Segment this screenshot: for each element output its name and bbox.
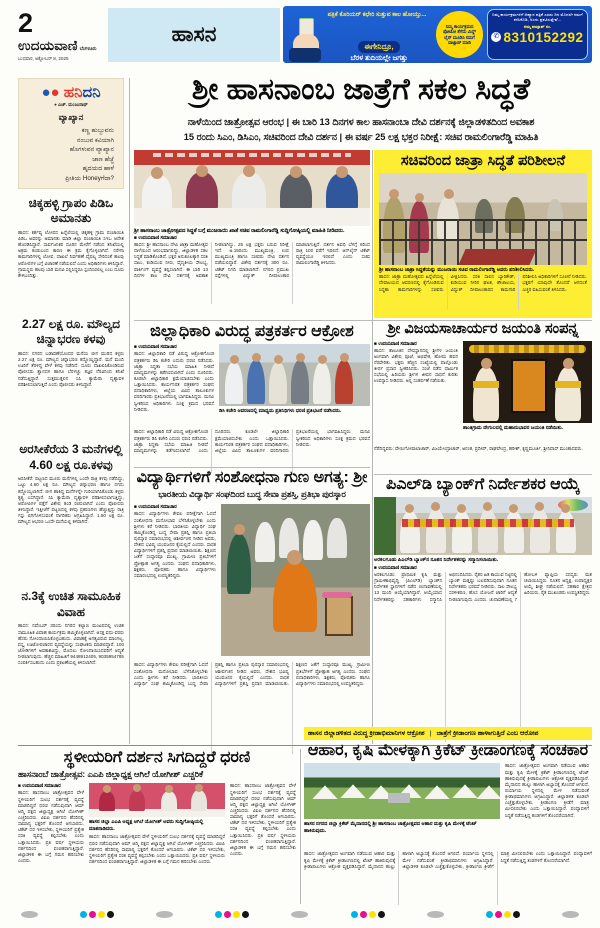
photo-figure <box>290 166 302 178</box>
edition-label: ಬೆಂಗಳೂರು <box>79 46 97 51</box>
photo-figure <box>291 360 309 404</box>
mela-kicker-1: ಹಾಸನ ಜಿಲ್ಲಾಡಳಿತದ ವಿರುದ್ಧ ಕ್ರೀಡಾಭಿಮಾನಿಗಳ ಆಕ್ರೋಶ <box>308 729 425 737</box>
aap-body-left: ಹಾಸನ: ಹಾಸನಾಂಬ ಜಾತ್ರೋತ್ಸವದ ವೇಳೆ ಸ್ಥಳೀಯರಿಗೆ ಸುಲಭ ದರ್ಶನಕ್ಕೆ ವ್ಯವಸ್ಥೆ ಮಾಡದಿದ್ದರೆ ಧರಣಿ ನಡೆಸುವುದಾಗಿ ಆಮ್ ಆದ್ಮಿ ಪಕ್ಷದ ಜಿಲ್ಲಾಧ್ಯಕ್ಷ ಆಗಿಲೆ ಯೋಗೀಶ್ ಎಚ್ಚರಿಸಿದರು. ವಿಐಪಿ ದರ್ಶನದ ಹೆಸರಿನಲ್ಲಿ ಸಾಮಾನ್ಯ ಭಕ್ತರಿಗೆ ತೊಂದರೆ ಆಗಬಾರದು. ಟಿಕೆಟ್ ದರ ಇಳಿಸಬೇಕು, ಸ್ಥಳೀಯರಿಗೆ ಪ್ರತ್ಯೇಕ ಸರತಿ ವ್ಯವಸ್ಥೆ ಕಲ್ಪಿಸಬೇಕು ಎಂದು ಒತ್ತಾಯಿಸಿದರು. ಪ್ರತಿ ವರ್ಷ ಸ್ಥಳೀಯರು ದರ್ಶನದಿಂದ ವಂಚಿತರಾಗುತ್ತಿದ್ದಾರೆ. ಜಿಲ್ಲಾಡಳಿತ ಈ ಬಗ್ಗೆ ಗಮನ ಹರಿಸಬೇಕು ಎಂದರು. <box>18 790 84 863</box>
news-lead: ■ ಉದಯವಾಣಿ ಸಮಾಚಾರ <box>134 345 177 351</box>
ad-line1: ಪತ್ರಿಕೆ ಕೊರಿಯರ್ ಕಛೇರಿ ಸುತ್ತುವ ಕಾಲ ಹೋಯ್ತು... <box>327 12 427 18</box>
droplet-icon: ● <box>41 84 51 101</box>
registration-mark <box>427 911 444 918</box>
award-ceremony-photo <box>221 504 370 656</box>
mela-headline: ಆಹಾರ, ಕೃಷಿ ಮೇಳಕ್ಕಾಗಿ ಕ್ರಿಕೆಟ್ ಕ್ರೀಡಾಂಗಣಕ್ಕೆ ಸಂಚಕಾರ <box>307 742 589 759</box>
photo-shape <box>134 208 370 226</box>
photo-figure <box>243 165 255 177</box>
inspection-photo <box>379 173 587 265</box>
news-lead: ■ ಉದಯವಾಣಿ ಸಮಾಚಾರ <box>374 341 417 347</box>
photo-figure <box>99 791 115 811</box>
photo-figure <box>415 193 424 202</box>
dc-body-bottom: ಹಾಸನ: ಜಿಲ್ಲಾಧಿಕಾರಿ ನಡೆ ವಿರುದ್ಧ ಆಕ್ರೋಶಗೊಂಡ ಪತ್ರಕರ್ತರು ಡಿಸಿ ಕಚೇರಿ ಎದುರು ಧರಣಿ ನಡೆಸಿದರು. ಜಾತ್ರಾ ಸಿದ್ಧತಾ ಸಭೆಯ ಮಾಹಿತಿ ನೀಡದೆ ಮಾಧ್ಯಮಗಳನ್ನು ಕಡೆಗಣಿಸಲಾಗಿದೆ ಎಂದು ದೂರಿದರು. ಕೂಡಲೇ ಜಿಲ್ಲಾಧಿಕಾರಿ ಕ್ಷಮೆಯಾಚಿಸಬೇಕು ಎಂದು ಒತ್ತಾಯಿಸಿದರು. ಕಾರ್ಯನಿರತ ಪತ್ರಕರ್ತರ ಸಂಘದ ಪದಾಧಿಕಾರಿಗಳು, ಜಿಲ್ಲೆಯ ವಿವಿಧ ತಾಲೂಕುಗಳ ವರದಿಗಾರರು ಪ್ರತಿಭಟನೆಯಲ್ಲಿ ಭಾಗವಹಿಸಿದ್ದರು. ಮನವಿ ಸ್ವೀಕರಿಸಿದ ಅಧಿಕಾರಿಗಳು ಸೂಕ್ತ ಕ್ರಮದ ಭರವಸೆ ನೀಡಿದರು. <box>134 429 370 453</box>
registration-mark <box>156 911 173 918</box>
article-dc-protest <box>134 323 370 466</box>
print-registration-row <box>0 908 600 921</box>
ad-circle-note: ನಿಮ್ಮ ಕಾರ್ಯಕ್ರಮದ ಫೋಟೋ ತೆಗೆದು ಮಿಸ್ಡ್ ಲೈನ್ ಮೂಡಿಸಿ ನಮಗೆ ವಾಟ್ಸಾಪ್ ಮಾಡಿ <box>436 11 483 58</box>
paper-name: ಉದಯವಾಣಿ <box>18 38 78 53</box>
photo-figure <box>444 189 454 199</box>
jayanti-body-left: ಹಾಸನ: ತಾಲೂಕಿನ ದೇವಸ್ಥಾನದಲ್ಲಿ ಶ್ರೀಗಳ ಜಯಂತಿ ಅಂಗವಾಗಿ ವಿಶೇಷ ಪೂಜೆ, ಅಭಿಷೇಕ, ಹೋಮ ಹವನ ನೆರವೇರಿತು. ಭಕ್ತರು ಹೆಚ್ಚಿನ ಸಂಖ್ಯೆಯಲ್ಲಿ ಪಾಲ್ಗೊಂಡು ತೀರ್ಥ ಪ್ರಸಾದ ಸ್ವೀಕರಿಸಿದರು. ಸಂಜೆ ನಡೆದ ಧಾರ್ಮಿಕ ಸಭೆಯಲ್ಲಿ ಹಿರಿಯರು ಶ್ರೀಗಳ ಜೀವನ ಸಾಧನೆ ಕುರಿತು ಉಪನ್ಯಾಸ ನೀಡಿದರು. ಅನ್ನ ಸಂತರ್ಪಣೆ ನಡೆಯಿತು. <box>374 347 458 384</box>
photo-shape <box>322 592 352 598</box>
photo-figure <box>478 509 498 553</box>
pld-headline: ಪಿಎಲ್‌ಡಿ ಬ್ಯಾಂಕ್‌ಗೆ ನಿರ್ದೇಶಕರ ಆಯ್ಕೆ <box>385 476 581 493</box>
news-lead: ■ ಉದಯವಾಣಿ ಸಮಾಚಾರ <box>134 505 177 511</box>
garlanded-portrait <box>325 596 353 636</box>
dc-headline: ಜಿಲ್ಲಾಧಿಕಾರಿ ವಿರುದ್ಧ ಪತ್ರಕರ್ತರ ಆಕ್ರೋಶ <box>150 323 354 340</box>
photo-figure <box>400 511 420 553</box>
main-subheadline <box>130 115 592 145</box>
photo-figure <box>327 518 347 558</box>
article-pld <box>374 476 592 744</box>
photo-figure <box>303 520 323 560</box>
mela-body-right: ಹಾಸನ: ಜಾತ್ರೋತ್ಸವದ ಅಂಗವಾಗಿ ನಡೆಯುವ ಆಹಾರ ಮತ್ತು ಕೃಷಿ ಮೇಳಕ್ಕೆ ಕ್ರಿಕೆಟ್ ಕ್ರೀಡಾಂಗಣದಲ್ಲಿ ಟೆಂಟ್ ಹಾಕಿರುವುದಕ್ಕೆ ಕ್ರೀಡಾಪಟುಗಳು ಆಕ್ರೋಶ ವ್ಯಕ್ತಪಡಿಸಿದ್ದಾರೆ. ಮೈದಾನದ ಹುಲ್ಲು ಹಾಳಾಗಿ ಅಭ್ಯಾಸಕ್ಕೆ ತೊಂದರೆ ಆಗಲಿದೆ. ಪರ್ಯಾಯ ಸ್ಥಳದಲ್ಲಿ ಮೇಳ ನಡೆಸುವಂತೆ ಕ್ರೀಡಾಭಿಮಾನಿಗಳು ಆಗ್ರಹಿಸಿದ್ದಾರೆ. ಜಿಲ್ಲಾಡಳಿತ ಕೂಡಲೇ ಎಚ್ಚೆತ್ತುಕೊಳ್ಳಬೇಕು, ಕ್ರೀಡಾಂಗಣ ಕ್ರೀಡೆಗೆ ಮಾತ್ರ ಮೀಸಲಿರಬೇಕು ಎಂದು ಒತ್ತಾಯಿಸಿದ್ದಾರೆ. ಪಂದ್ಯಾವಳಿಗೆ ಸಿದ್ಧತೆ ನಡೆಸುತ್ತಿದ್ದ ತಂಡಗಳಿಗೆ ತೊಂದರೆಯಾಗಿದೆ. <box>505 763 589 818</box>
main-body: ಹಾಸನ: ಶ್ರೀ ಹಾಸನಾಂಬ ದೇವಿ ಜಾತ್ರಾ ಮಹೋತ್ಸವ ನಾಳೆಯಿಂದ ಆರಂಭವಾಗಲಿದ್ದು, ಜಿಲ್ಲಾಡಳಿತ ಸಕಲ ಸಿದ್ಧತೆ ಮಾಡಿಕೊಂಡಿದೆ. ಭಕ್ತರ ಅನುಕೂಲಕ್ಕಾಗಿ ಸರತಿ ಸಾಲು, ಕುಡಿಯುವ ನೀರು, ವೈದ್ಯಕೀಯ ಸೌಲಭ್ಯ, ಪಾರ್ಕಿಂಗ್ ವ್ಯವಸ್ಥೆ ಕಲ್ಪಿಸಲಾಗಿದೆ. ಈ ಬಾರಿ 13 ದಿನಗಳ ಕಾಲ ದೇವಿ ದರ್ಶನಕ್ಕೆ ಅವಕಾಶ ನೀಡಲಾಗಿದ್ದು, 25 ಲಕ್ಷ ಭಕ್ತರು ಬರುವ ನಿರೀಕ್ಷೆ ಇದೆ. ಅ.15ರಂದು ಮುಖ್ಯಮಂತ್ರಿ, ಉಪ ಮುಖ್ಯಮಂತ್ರಿ ಹಾಗೂ ಸಚಿವರು ದೇವಿ ದರ್ಶನ ಪಡೆಯಲಿದ್ದಾರೆ. ವಿಶೇಷ ದರ್ಶನಕ್ಕೆ 300 ರೂ. ಟಿಕೆಟ್ ನಿಗದಿ ಮಾಡಲಾಗಿದೆ. ನಗರದ ಪ್ರಮುಖ ರಸ್ತೆಗಳಲ್ಲಿ ವಿದ್ಯುತ್ ದೀಪಾಲಂಕಾರ ಮಾಡಲಾಗುತ್ತಿದೆ. ದರ್ಶನ ಅವಧಿ ಬೆಳಗ್ಗೆ 6ರಿಂದ ರಾತ್ರಿ 10ರ ವರೆಗೆ ಇರಲಿದೆ. ಆನ್‌ಲೈನ್ ಟಿಕೆಟ್ ವ್ಯವಸ್ಥೆಯೂ ಇರಲಿದೆ ಎಂದು ಸಚಿವ ರಾಮಲಿಂಗಾರೆಡ್ಡಿ ತಿಳಿಸಿದರು. <box>134 242 370 278</box>
mela-kicker-2: ಜಾತ್ರೆಗೆ ಕ್ರೀಡಾಂಗಣ ಹಾಳಾಗುತ್ತಿದೆ ಎಂಬ ಆರೋಪ <box>436 729 539 737</box>
cmyk-color-bar <box>351 911 385 918</box>
photo-figure <box>186 172 218 210</box>
cmyk-color-bar <box>486 911 520 918</box>
main-sub-line1: ನಾಳೆಯಿಂದ ಜಾತ್ರೋತ್ಸವ ಆರಂಭ | ಈ ಬಾರಿ 13 ದಿನಗಳ ಕಾಲ ಹಾಸನಾಂಬಾ ದೇವಿ ದರ್ಶನಕ್ಕೆ ಜಿಲ್ಲಾಡಳಿತದಿಂದ ಅವಕಾಶ <box>187 117 535 127</box>
photo-figure <box>313 362 331 404</box>
main-photo-caption: ಶ್ರೀ ಹಾಸನಾಂಬ ಜಾತ್ರೋತ್ಸವದ ಸಿದ್ಧತೆ ಬಗ್ಗೆ ಮುಜರಾಯಿ ಖಾತೆ ಸಚಿವ ರಾಮಲಿಂಗಾರೆಡ್ಡಿ ಸುದ್ದಿಗೋಷ್ಠಿಯಲ್ಲಿ ಮಾಹಿತಿ ನೀಡಿದರು. <box>134 228 345 234</box>
photo-figure <box>142 174 172 210</box>
dc-body-left: ಹಾಸನ: ಜಿಲ್ಲಾಧಿಕಾರಿ ನಡೆ ವಿರುದ್ಧ ಆಕ್ರೋಶಗೊಂಡ ಪತ್ರಕರ್ತರು ಡಿಸಿ ಕಚೇರಿ ಎದುರು ಧರಣಿ ನಡೆಸಿದರು. ಜಾತ್ರಾ ಸಿದ್ಧತಾ ಸಭೆಯ ಮಾಹಿತಿ ನೀಡದೆ ಮಾಧ್ಯಮಗಳನ್ನು ಕಡೆಗಣಿಸಲಾಗಿದೆ ಎಂದು ದೂರಿದರು. ಕೂಡಲೇ ಜಿಲ್ಲಾಧಿಕಾರಿ ಕ್ಷಮೆಯಾಚಿಸಬೇಕು ಎಂದು ಒತ್ತಾಯಿಸಿದರು. ಕಾರ್ಯನಿರತ ಪತ್ರಕರ್ತರ ಸಂಘದ ಪದಾಧಿಕಾರಿಗಳು, ಜಿಲ್ಲೆಯ ವಿವಿಧ ತಾಲೂಕುಗಳ ವರದಿಗಾರರು ಪ್ರತಿಭಟನೆಯಲ್ಲಿ ಭಾಗವಹಿಸಿದ್ದರು. ಮನವಿ ಸ್ವೀಕರಿಸಿದ ಅಧಿಕಾರಿಗಳು ಸೂಕ್ತ ಕ್ರಮದ ಭರವಸೆ ನೀಡಿದರು. <box>134 351 214 412</box>
rail-headline-pdo: ಚಿಕ್ಕಹಳ್ಳಿ ಗ್ರಾಪಂ ಪಿಡಿಒ ಅಮಾನತು <box>28 195 114 226</box>
dateline: ಬುಧವಾರ, ಅಕ್ಟೋಬರ್ 8, 2025 <box>18 56 69 61</box>
deity-portrait <box>511 359 547 413</box>
photo-figure <box>280 173 312 210</box>
press-conference-photo <box>134 150 370 226</box>
ad-slogan-2: ಬೆರಳ ತುದಿಯಲ್ಲೇ ಜಗತ್ತು <box>350 55 408 62</box>
photo-figure <box>232 172 266 210</box>
photo-figure <box>326 173 358 210</box>
photo-figure <box>227 534 251 594</box>
photo-shape <box>153 153 351 157</box>
photo-shape <box>469 345 586 353</box>
jayanti-photo-caption: ಶಾಂತಿಗ್ರಾಮ ದೇಗುಲದಲ್ಲಿ ಮಹಾನುಭಾವರ ಜಯಂತಿ ನಡೆಯಿತು. <box>463 424 563 431</box>
inspection-headline: ಸಚಿವರಿಂದ ಜಾತ್ರಾ ಸಿದ್ಧತೆ ಪರಿಶೀಲನೆ <box>400 153 566 169</box>
ad-slogan-1: ಈಗೇನಿದ್ರೂ, <box>358 41 399 53</box>
journalists-photo <box>219 344 370 406</box>
ad-illustration <box>289 14 323 63</box>
rail-headline-theft1: 2.27 ಲಕ್ಷ ರೂ. ಮೌಲ್ಯದ ಚಿನ್ನಾಭರಣ ಕಳವು <box>21 316 121 347</box>
article-student <box>134 469 370 743</box>
section-rule <box>374 474 592 475</box>
photo-figure <box>473 367 499 421</box>
truck-shape <box>388 793 410 803</box>
hanidani-logo: ●● ಹನಿದನಿ <box>41 84 101 101</box>
rail-headline-marriage: ನ.3ಕ್ಕೆ ಉಚಿತ ಸಾಮೂಹಿಕ ವಿವಾಹ <box>21 589 121 619</box>
photo-shape <box>555 381 581 388</box>
photo-figure <box>247 360 265 404</box>
photo-shape <box>473 381 499 388</box>
column-divider <box>372 150 373 744</box>
ad-phone-number[interactable]: 8310152292 <box>503 29 584 45</box>
section-title-box <box>108 8 280 62</box>
inspection-body: ಹಾಸನ: ಜಾತ್ರಾ ಮಹೋತ್ಸವದ ಹಿನ್ನೆಲೆಯಲ್ಲಿ ದೇವಾಲಯದ ಆವರಣದಲ್ಲಿ ಕೈಗೊಂಡಿರುವ ಸಿದ್ಧತಾ ಕಾಮಗಾರಿಗಳನ್ನು ಸಚಿವರು ವೀಕ್ಷಿಸಿದರು. ಸರತಿ ಸಾಲಿನ ಬ್ಯಾರಿಕೇಡ್, ಕುಡಿಯುವ ನೀರಿನ ಘಟಕ, ಶೌಚಾಲಯ, ವಿದ್ಯುತ್ ದೀಪಾಲಂಕಾರದ ಕಾಮಗಾರಿ ಪರಿಶೀಲಿಸಿ ಅಧಿಕಾರಿಗಳಿಗೆ ಸೂಚನೆ ನೀಡಿದರು. ಭಕ್ತರಿಗೆ ಯಾವುದೇ ತೊಂದರೆ ಆಗದಂತೆ ಎಚ್ಚರ ವಹಿಸುವಂತೆ ತಿಳಿಸಿದರು. <box>379 274 587 292</box>
photo-figure <box>335 360 353 404</box>
section-title: ಹಾಸನ <box>171 23 217 46</box>
ad-right-text: ನಿಮ್ಮ ಕಾರ್ಯಕ್ರಮಗಳಿಗೆ ಆಹ್ವಾನ ಪತ್ರಿಕೆ ಎರಡು ದಿನ ಮೊದಲೇ ನಮಗೆ ಕಳಿಸಿಕೊಡಿ, ಅಂದು ಪ್ರಕಟಿಸುತ್ತೇವೆ... <box>492 12 583 23</box>
photo-figure <box>504 511 524 553</box>
rail-body-pdo: ಹಾಸನ: ಕರ್ತವ್ಯ ಲೋಪದ ಹಿನ್ನೆಲೆಯಲ್ಲಿ ಚಿಕ್ಕಹಳ್ಳಿ ಗ್ರಾಮ ಪಂಚಾಯಿತಿ ಪಿಡಿಒ ಅವರನ್ನು ಅಮಾನತು ಮಾಡಿ ಜಿಲ್ಲಾ ಪಂಚಾಯಿತಿ ಸಿಇಒ ಆದೇಶ ಹೊರಡಿಸಿದ್ದಾರೆ. ಸಾರ್ವಜನಿಕರ ದೂರಿನ ಮೇರೆಗೆ ನಡೆಸಿದ ತನಿಖೆಯಲ್ಲಿ ಅಕ್ರಮ ಕಂಡುಬಂದ ಕಾರಣ ಈ ಕ್ರಮ ಕೈಗೊಳ್ಳಲಾಗಿದೆ. ನರೇಗಾ ಕಾಮಗಾರಿಗಳಲ್ಲಿ ಲೋಪ, ದಾಖಲೆ ನಿರ್ವಹಣೆ ವೈಫಲ್ಯ ಸೇರಿದಂತೆ ಹಲವು ಆರೋಪಗಳ ಬಗ್ಗೆ ವಿಚಾರಣೆ ನಡೆಯಲಿದೆ ಎಂದು ಅಧಿಕಾರಿಗಳು ತಿಳಿಸಿದ್ದಾರೆ. ಗ್ರಾಮಸ್ಥರು ಹಲವು ಬಾರಿ ಮನವಿ ಸಲ್ಲಿಸಿದ್ದರೂ ಸ್ಪಂದಿಸಿರಲಿಲ್ಲ ಎಂಬ ದೂರು ಕೇಳಿಬಂದಿತ್ತು. <box>18 229 124 278</box>
hanidani-box <box>18 78 124 189</box>
ad-contact-panel <box>487 9 588 60</box>
student-body-left: ಹಾಸನ: ವಿದ್ಯಾರ್ಥಿಗಳು ಕೇವಲ ಪರೀಕ್ಷೆಗಾಗಿ ಓದದೆ ಸಂಶೋಧನಾ ಮನೋಭಾವ ಬೆಳೆಸಿಕೊಳ್ಳಬೇಕು ಎಂದು ಶ್ರೀಗಳು ಕರೆ ನೀಡಿದರು. ಭಾರತೀಯ ವಿದ್ಯಾರ್ಥಿ ಸಂಘ ಹಮ್ಮಿಕೊಂಡಿದ್ದ ಬುದ್ಧ ಸೇವಾ ಪ್ರಶಸ್ತಿ ಹಾಗೂ ಪ್ರತಿಭಾ ಪುರಸ್ಕಾರ ಸಮಾರಂಭದಲ್ಲಿ ಆಶೀರ್ವಚನ ನೀಡಿದ ಅವರು, ದೇಶದ ಭವಿಷ್ಯ ಯುವಜನರ ಕೈಯಲ್ಲಿದೆ ಎಂದರು. ಸಾಧಕ ವಿದ್ಯಾರ್ಥಿಗಳಿಗೆ ಪ್ರಶಸ್ತಿ ಪ್ರದಾನ ಮಾಡಲಾಯಿತು. ಶಿಕ್ಷಣದ ಜತೆಗೆ ಸಂಸ್ಕಾರವೂ ಮುಖ್ಯ. ಗ್ರಾಮೀಣ ಪ್ರತಿಭೆಗಳಿಗೆ ಪ್ರೋತ್ಸಾಹ ಅಗತ್ಯ ಎಂದರು. ಸಂಘದ ಪದಾಧಿಕಾರಿಗಳು, ಶಿಕ್ಷಕರು, ಪೋಷಕರು ಹಾಗೂ ವಿದ್ಯಾರ್ಥಿಗಳು ಸಮಾರಂಭದಲ್ಲಿ ಉಪಸ್ಥಿತರಿದ್ದರು. <box>134 511 216 578</box>
hanidani-title: ವ್ಯಾಖ್ಯಾನ <box>58 112 84 122</box>
top-ad-banner[interactable] <box>283 6 592 63</box>
hanidani-verse: ಕಣ್ಣ ಹುಬ್ಬುವನು ನಂಬುವ ಕವಿಯಾಗಿ ಹೊಗಳುವನ ವ್ಯಾಖ್ಯಾನ ಜಾಣ ಹೆಜ್ಜೆ ಹೃದಯದ ಹಾಳೆ ಪ್ರೀತಿಯ Honeyಗೆದಾ? <box>65 127 114 183</box>
student-headline: ವಿದ್ಯಾರ್ಥಿಗಳಿಗೆ ಸಂಶೋಧನಾ ಗುಣ ಅಗತ್ಯ: ಶ್ರೀ <box>136 469 368 486</box>
rail-body-theft2: ಅರಸೀಕೆರೆ: ಪಟ್ಟಣದ ಮೂರು ಮನೆಗಳಲ್ಲಿ ಒಂದೇ ರಾತ್ರಿ ಕಳವು ನಡೆದಿದ್ದು, ಒಟ್ಟು 4.60 ಲಕ್ಷ ರೂ. ಮೌಲ್ಯದ ಚಿನ್ನಾಭರಣ ಹಾಗೂ ನಗದು ಕದ್ದೊಯ್ಯಲಾಗಿದೆ. ಬೀಗ ಹಾಕಿದ್ದ ಮನೆಗಳನ್ನೇ ಗುರಿಯಾಗಿಸಿಕೊಂಡು ಕಳ್ಳರು ಕೃತ್ಯ ಎಸಗಿದ್ದಾರೆ. ಸಿಸಿ ಕ್ಯಾಮೆರಾ ದೃಶ್ಯಾವಳಿ ಪರಿಶೀಲಿಸಲಾಗುತ್ತಿದ್ದು, ಆರೋಪಿಗಳ ಪತ್ತೆಗೆ ವಿಶೇಷ ತಂಡ ರಚಿಸಲಾಗಿದೆ ಎಂದು ಪೊಲೀಸರು ತಿಳಿಸಿದ್ದಾರೆ. ಇತ್ತೀಚೆಗೆ ಪಟ್ಟಣದಲ್ಲಿ ಕಳವು ಪ್ರಕರಣಗಳು ಹೆಚ್ಚುತ್ತಿದ್ದು ರಾತ್ರಿ ಗಸ್ತು ಬಿಗಿಗೊಳಿಸುವಂತೆ ನಾಗರಿಕರು ಆಗ್ರಹಿಸಿದ್ದಾರೆ. 1.50 ಲಕ್ಷ ರೂ. ಮೌಲ್ಯದ ಆಭರಣ ಒಂದೇ ಮನೆಯಲ್ಲಿ ಕಳವಾಗಿದೆ. <box>18 476 124 525</box>
photo-figure <box>563 358 574 369</box>
student-body-bottom: ಹಾಸನ: ವಿದ್ಯಾರ್ಥಿಗಳು ಕೇವಲ ಪರೀಕ್ಷೆಗಾಗಿ ಓದದೆ ಸಂಶೋಧನಾ ಮನೋಭಾವ ಬೆಳೆಸಿಕೊಳ್ಳಬೇಕು ಎಂದು ಶ್ರೀಗಳು ಕರೆ ನೀಡಿದರು. ಭಾರತೀಯ ವಿದ್ಯಾರ್ಥಿ ಸಂಘ ಹಮ್ಮಿಕೊಂಡಿದ್ದ ಬುದ್ಧ ಸೇವಾ ಪ್ರಶಸ್ತಿ ಹಾಗೂ ಪ್ರತಿಭಾ ಪುರಸ್ಕಾರ ಸಮಾರಂಭದಲ್ಲಿ ಆಶೀರ್ವಚನ ನೀಡಿದ ಅವರು, ದೇಶದ ಭವಿಷ್ಯ ಯುವಜನರ ಕೈಯಲ್ಲಿದೆ ಎಂದರು. ಸಾಧಕ ವಿದ್ಯಾರ್ಥಿಗಳಿಗೆ ಪ್ರಶಸ್ತಿ ಪ್ರದಾನ ಮಾಡಲಾಯಿತು. ಶಿಕ್ಷಣದ ಜತೆಗೆ ಸಂಸ್ಕಾರವೂ ಮುಖ್ಯ. ಗ್ರಾಮೀಣ ಪ್ರತಿಭೆಗಳಿಗೆ ಪ್ರೋತ್ಸಾಹ ಅಗತ್ಯ ಎಂದರು. ಸಂಘದ ಪದಾಧಿಕಾರಿಗಳು, ಶಿಕ್ಷಕರು, ಪೋಷಕರು ಹಾಗೂ ವಿದ್ಯಾರ್ಥಿಗಳು ಸಮಾರಂಭದಲ್ಲಿ ಉಪಸ್ಥಿತರಿದ್ದರು. <box>134 662 370 686</box>
article-inspection <box>374 150 592 318</box>
hanidani-byline: ● ಎಚ್. ಮಂಜುನಾಥ್ <box>54 102 88 107</box>
ad-slogan <box>323 36 435 63</box>
registration-mark <box>562 911 579 918</box>
photo-figure <box>426 509 446 553</box>
main-headline: ಶ್ರೀ ಹಾಸನಾಂಬ ಜಾತ್ರೆಗೆ ಸಕಲ ಸಿದ್ಧತೆ <box>191 73 531 106</box>
photo-figure <box>129 790 145 811</box>
article-jayanti <box>374 321 592 472</box>
photo-figure <box>225 362 243 404</box>
news-lead: ■ ಉದಯವಾಣಿ ಸಮಾಚಾರ <box>374 566 417 571</box>
photo-shape <box>134 150 370 165</box>
garland-shape <box>402 519 574 527</box>
droplet-icon: ● <box>50 84 60 101</box>
stadium-photo <box>304 763 500 819</box>
masthead <box>18 10 106 68</box>
photo-figure <box>336 166 348 178</box>
photo-figure <box>191 790 207 811</box>
dc-photo-caption: ಡಿಸಿ ಕಚೇರಿ ಆವರಣದಲ್ಲಿ ಮಾಧ್ಯಮ ಪ್ರತಿನಿಧಿಗಳು ಧರಣಿ ಪ್ರತಿಭಟನೆ ನಡೆಸಿದರು. <box>219 408 342 415</box>
kicker-divider: | <box>429 730 432 737</box>
mela-kicker <box>304 727 592 740</box>
article-main <box>134 150 370 320</box>
photo-figure <box>161 791 177 811</box>
section-rule <box>134 467 370 468</box>
mela-body-bottom: ಹಾಸನ: ಜಾತ್ರೋತ್ಸವದ ಅಂಗವಾಗಿ ನಡೆಯುವ ಆಹಾರ ಮತ್ತು ಕೃಷಿ ಮೇಳಕ್ಕೆ ಕ್ರಿಕೆಟ್ ಕ್ರೀಡಾಂಗಣದಲ್ಲಿ ಟೆಂಟ್ ಹಾಕಿರುವುದಕ್ಕೆ ಕ್ರೀಡಾಪಟುಗಳು ಆಕ್ರೋಶ ವ್ಯಕ್ತಪಡಿಸಿದ್ದಾರೆ. ಮೈದಾನದ ಹುಲ್ಲು ಹಾಳಾಗಿ ಅಭ್ಯಾಸಕ್ಕೆ ತೊಂದರೆ ಆಗಲಿದೆ. ಪರ್ಯಾಯ ಸ್ಥಳದಲ್ಲಿ ಮೇಳ ನಡೆಸುವಂತೆ ಕ್ರೀಡಾಭಿಮಾನಿಗಳು ಆಗ್ರಹಿಸಿದ್ದಾರೆ. ಜಿಲ್ಲಾಡಳಿತ ಕೂಡಲೇ ಎಚ್ಚೆತ್ತುಕೊಳ್ಳಬೇಕು, ಕ್ರೀಡಾಂಗಣ ಕ್ರೀಡೆಗೆ ಮಾತ್ರ ಮೀಸಲಿರಬೇಕು ಎಂದು ಒತ್ತಾಯಿಸಿದ್ದಾರೆ. ಪಂದ್ಯಾವಳಿಗೆ ಸಿದ್ಧತೆ ನಡೆಸುತ್ತಿದ್ದ ತಂಡಗಳಿಗೆ ತೊಂದರೆಯಾಗಿದೆ. <box>304 851 592 869</box>
photo-shape <box>379 239 587 241</box>
registration-mark <box>291 911 308 918</box>
rail-body-marriage: ಹಾಸನ: ನವೆಂಬರ್ 3ರಂದು ನಗರದ ಕಲ್ಯಾಣ ಮಂಟಪದಲ್ಲಿ ಉಚಿತ ಸಾಮೂಹಿಕ ವಿವಾಹ ಕಾರ್ಯಕ್ರಮ ಹಮ್ಮಿಕೊಳ್ಳಲಾಗಿದೆ. ಆಸಕ್ತ ವಧು-ವರರು ಹೆಸರು ನೋಂದಾಯಿಸಿಕೊಳ್ಳಬಹುದು. ವಿವಾಹಕ್ಕೆ ಅಗತ್ಯವಿರುವ ಮಾಂಗಲ್ಯ, ವಸ್ತ್ರ, ಊಟೋಪಚಾರದ ವ್ಯವಸ್ಥೆಯನ್ನು ಸಂಘಟಕರು ಮಾಡಲಿದ್ದಾರೆ. 100 ಜೋಡಿಗಳಿಗೆ ಅವಕಾಶವಿದ್ದು, ಮೊದಲು ನೋಂದಾಯಿಸಿದವರಿಗೆ ಆದ್ಯತೆ ನೀಡಲಾಗುವುದು. ಹೆಚ್ಚಿನ ಮಾಹಿತಿಗೆ 9448912405, 9035954785 ಸಂಪರ್ಕಿಸಬಹುದು ಎಂದು ಪ್ರಕಟಣೆಯಲ್ಲಿ ತಿಳಿಸಲಾಗಿದೆ. <box>18 623 124 666</box>
aap-photo-caption: ಹಾಸನ ಜಿಲ್ಲಾ ಎಎಪಿ ಅಧ್ಯಕ್ಷ ಆಗಿಲೆ ಯೋಗೀಶ್ ಅವರು ಸುದ್ದಿಗೋಷ್ಠಿಯಲ್ಲಿ ಮಾತನಾಡಿದರು. <box>89 819 204 832</box>
mela-photo-caption: ಹಾಸನ ನಗರದ ಜಿಲ್ಲಾ ಕ್ರಿಕೆಟ್ ಮೈದಾನದಲ್ಲಿ ಶ್ರೀ ಹಾಸನಾಂಬ ಜಾತ್ರೋತ್ಸವದ ಆಹಾರ ಮತ್ತು ಕೃಷಿ ಮೇಳಕ್ಕೆ ಟೆಂಟ್ ಹಾಕಿರುವುದು. <box>304 821 477 834</box>
aap-body-mid: ಹಾಸನ: ಹಾಸನಾಂಬ ಜಾತ್ರೋತ್ಸವದ ವೇಳೆ ಸ್ಥಳೀಯರಿಗೆ ಸುಲಭ ದರ್ಶನಕ್ಕೆ ವ್ಯವಸ್ಥೆ ಮಾಡದಿದ್ದರೆ ಧರಣಿ ನಡೆಸುವುದಾಗಿ ಆಮ್ ಆದ್ಮಿ ಪಕ್ಷದ ಜಿಲ್ಲಾಧ್ಯಕ್ಷ ಆಗಿಲೆ ಯೋಗೀಶ್ ಎಚ್ಚರಿಸಿದರು. ವಿಐಪಿ ದರ್ಶನದ ಹೆಸರಿನಲ್ಲಿ ಸಾಮಾನ್ಯ ಭಕ್ತರಿಗೆ ತೊಂದರೆ ಆಗಬಾರದು. ಟಿಕೆಟ್ ದರ ಇಳಿಸಬೇಕು, ಸ್ಥಳೀಯರಿಗೆ ಪ್ರತ್ಯೇಕ ಸರತಿ ವ್ಯವಸ್ಥೆ ಕಲ್ಪಿಸಬೇಕು ಎಂದು ಒತ್ತಾಯಿಸಿದರು. ಪ್ರತಿ ವರ್ಷ ಸ್ಥಳೀಯರು ದರ್ಶನದಿಂದ ವಂಚಿತರಾಗುತ್ತಿದ್ದಾರೆ. ಜಿಲ್ಲಾಡಳಿತ ಈ ಬಗ್ಗೆ ಗಮನ ಹರಿಸಬೇಕು ಎಂದರು. <box>89 834 225 864</box>
aap-photo <box>89 783 225 817</box>
aap-subhead: ಹಾಸನಾಂಬೆ ಜಾತ್ರೋತ್ಸವ: ಎಎಪಿ ಜಿಲ್ಲಾಧ್ಯಕ್ಷ ಆಗಿಲೆ ಯೋಗೀಶ್ ಎಚ್ಚರಿಕೆ <box>18 769 204 780</box>
news-lead: ■ ಉದಯವಾಣಿ ಸಮಾಚಾರ <box>18 784 61 790</box>
photo-figure <box>389 189 399 199</box>
photo-shape <box>289 48 321 62</box>
aap-headline: ಸ್ಥಳೀಯರಿಗೆ ದರ್ಶನ ಸಿಗದಿದ್ದರೆ ಧರಣಿ <box>63 749 251 766</box>
photo-figure <box>255 522 275 562</box>
photo-figure <box>555 367 581 421</box>
inspection-caption: ಶ್ರೀ ಹಾಸನಾಂಬ ಜಾತ್ರಾ ಸಿದ್ಧತೆಯನ್ನು ಮುಜರಾಯಿ ಸಚಿವ ರಾಮಲಿಂಗಾರೆಡ್ಡಿ ಅವರು ಪರಿಶೀಲಿಸಿದರು. <box>379 266 535 273</box>
jayanti-names: ನೆರೆದಿದ್ದವರು: ವೇಣುಗೋಪಾಲಾಚಾರ್, ವಿಜಯೇಂದ್ರಾಚಾರ್, ಅನಂತ, ಪ್ರದೀಪ್, ರಾಘವೇಂದ್ರ, ಹರೀಶ್, ಕೃಷ್ಣಮೂರ್ತಿ, ಶ್ರೀನಿವಾಸ್ ಮುಂತಾದವರು. <box>374 445 583 451</box>
column-divider <box>300 749 301 904</box>
left-column <box>18 78 130 744</box>
registration-mark <box>21 911 38 918</box>
jayanti-headline: ಶ್ರೀ ವಿಜಯಸಾಚಾರ್ಯರ ಜಯಂತಿ ಸಂಪನ್ನ <box>387 321 579 337</box>
news-lead: ■ ಉದಯವಾಣಿ ಸಮಾಚಾರ <box>134 236 177 242</box>
photo-figure <box>151 167 163 179</box>
main-sub-line2: 15 ರಂದು ಸಿಎಂ, ಡಿಸಿಎಂ, ಸಚಿವರಿಂದ ದೇವಿ ದರ್ಶನ | ಈ ವರ್ಷ 25 ಲಕ್ಷ ಭಕ್ತರ ನಿರೀಕ್ಷೆ: ಸಚಿವ ರಾಮಲಿಂಗಾರೆಡ್ಡಿ ಮಾಹಿತಿ <box>183 131 539 142</box>
photo-shape <box>459 249 537 265</box>
aap-body-right: ಹಾಸನ: ಹಾಸನಾಂಬ ಜಾತ್ರೋತ್ಸವದ ವೇಳೆ ಸ್ಥಳೀಯರಿಗೆ ಸುಲಭ ದರ್ಶನಕ್ಕೆ ವ್ಯವಸ್ಥೆ ಮಾಡದಿದ್ದರೆ ಧರಣಿ ನಡೆಸುವುದಾಗಿ ಆಮ್ ಆದ್ಮಿ ಪಕ್ಷದ ಜಿಲ್ಲಾಧ್ಯಕ್ಷ ಆಗಿಲೆ ಯೋಗೀಶ್ ಎಚ್ಚರಿಸಿದರು. ವಿಐಪಿ ದರ್ಶನದ ಹೆಸರಿನಲ್ಲಿ ಸಾಮಾನ್ಯ ಭಕ್ತರಿಗೆ ತೊಂದರೆ ಆಗಬಾರದು. ಟಿಕೆಟ್ ದರ ಇಳಿಸಬೇಕು, ಸ್ಥಳೀಯರಿಗೆ ಪ್ರತ್ಯೇಕ ಸರತಿ ವ್ಯವಸ್ಥೆ ಕಲ್ಪಿಸಬೇಕು ಎಂದು ಒತ್ತಾಯಿಸಿದರು. ಪ್ರತಿ ವರ್ಷ ಸ್ಥಳೀಯರು ದರ್ಶನದಿಂದ ವಂಚಿತರಾಗುತ್ತಿದ್ದಾರೆ. ಜಿಲ್ಲಾಡಳಿತ ಈ ಬಗ್ಗೆ ಗಮನ ಹರಿಸಬೇಕು ಎಂದರು. <box>230 783 296 856</box>
photo-figure <box>269 362 287 404</box>
rail-body-theft1: ಹಾಸನ: ನಗರದ ಬಡಾವಣೆಯೊಂದರ ಮನೆಯ ಬೀಗ ಮುರಿದ ಕಳ್ಳರು 2.27 ಲಕ್ಷ ರೂ. ಮೌಲ್ಯದ ಚಿನ್ನಾಭರಣ ಕದ್ದೊಯ್ದಿದ್ದಾರೆ. ಮನೆ ಮಂದಿ ಊರಿಗೆ ತೆರಳಿದ್ದ ವೇಳೆ ಕಳವು ನಡೆದಿದೆ. ದೂರು ದಾಖಲಿಸಿಕೊಂಡಿರುವ ಪೊಲೀಸರು ಶ್ವಾನದಳ ಹಾಗೂ ಬೆರಳಚ್ಚು ತಜ್ಞರ ನೆರವಿನಿಂದ ತನಿಖೆ ನಡೆಸುತ್ತಿದ್ದಾರೆ. ಸುತ್ತಮುತ್ತಲಿನ ಸಿಸಿ ಕ್ಯಾಮೆರಾ ದೃಶ್ಯಾವಳಿ ಪರಿಶೀಲಿಸಲಾಗುತ್ತಿದೆ ಎಂದು ಪೊಲೀಸರು ತಿಳಿಸಿದ್ದಾರೆ. <box>18 351 124 387</box>
photo-figure <box>530 509 550 553</box>
whatsapp-icon: ✆ <box>491 32 501 42</box>
photo-figure <box>273 562 317 632</box>
photo-figure <box>452 511 472 553</box>
section-rule <box>134 320 592 321</box>
photo-figure <box>196 165 208 177</box>
photo-figure <box>481 358 492 369</box>
article-mela <box>304 727 592 905</box>
jayanti-photo <box>463 341 592 423</box>
page-number: 2 <box>18 8 34 38</box>
photo-figure <box>556 511 576 553</box>
pld-body: ಅರಕಲಗೂಡು: ಪ್ರಾಥಮಿಕ ಕೃಷಿ ಮತ್ತು ಗ್ರಾಮೀಣಾಭಿವೃದ್ಧಿ (ಪಿಎಲ್‌ಡಿ) ಬ್ಯಾಂಕ್‌ನ ನಿರ್ದೇಶಕ ಸ್ಥಾನಗಳಿಗೆ ನಡೆದ ಚುನಾವಣೆಯಲ್ಲಿ 13 ಮಂದಿ ಆಯ್ಕೆಯಾಗಿದ್ದಾರೆ. ಆಯ್ಕೆಯಾದ ನಿರ್ದೇಶಕರನ್ನು ಸಹಕಾರಿಗಳು ಸನ್ಮಾನಿಸಿ ಅಭಿನಂದಿಸಿದರು. ರೈತರ ಹಿತ ಕಾಯುವ ನಿಟ್ಟಿನಲ್ಲಿ ಬ್ಯಾಂಕ್ ಮತ್ತಷ್ಟು ಬಲಪಡಿಸುವುದಾಗಿ ನೂತನ ನಿರ್ದೇಶಕರು ಭರವಸೆ ನೀಡಿದರು. ಸಾಲ ಸೌಲಭ್ಯ ಸರಳೀಕರಣ, ಹೊಸ ಯೋಜನೆ ಜಾರಿಗೆ ಆದ್ಯತೆ ನೀಡಲಾಗುವುದು ಎಂದರು. ಚುನಾವಣೆಯಲ್ಲಿ 7 ಹೋಬಳಿ ವ್ಯಾಪ್ತಿಯ ಸದಸ್ಯರು ಮತ ಚಲಾಯಿಸಿದ್ದರು. ನೂತನ ಅಧ್ಯಕ್ಷ, ಉಪಾಧ್ಯಕ್ಷರ ಆಯ್ಕೆ ಶೀಘ್ರ ನಡೆಯಲಿದೆ. ಸಹಕಾರ ಕ್ಷೇತ್ರದ ಹಿರಿಯರು, ರೈತ ಮುಖಂಡರು ಉಪಸ್ಥಿತರಿದ್ದರು. <box>374 572 592 602</box>
student-subhead: ಭಾರತೀಯ ವಿದ್ಯಾರ್ಥಿ ಸಂಘದಿಂದ ಬುದ್ಧ ಸೇವಾ ಪ್ರಶಸ್ತಿ, ಪ್ರತಿಭಾ ಪುರಸ್ಕಾರ <box>158 489 346 500</box>
rail-headline-theft2: ಅರಸೀಕೆರೆಯ 3 ಮನೆಗಳಲ್ಲಿ 4.60 ಲಕ್ಷ ರೂ.ಕಳವು <box>19 442 123 472</box>
photo-shape <box>374 497 396 555</box>
article-aap <box>18 749 296 905</box>
pld-photo-caption: ಅರಕಲಗೂಡು ಪಿಎಲ್‌ಡಿ ಬ್ಯಾಂಕ್‌ನ ನೂತನ ನಿರ್ದೇಶಕರನ್ನು ಸನ್ಮಾನಿಸಲಾಯಿತು. <box>374 557 499 564</box>
cmyk-color-bar <box>215 911 249 918</box>
pld-photo <box>374 497 592 555</box>
cmyk-color-bar <box>80 911 114 918</box>
ad-whatsapp-label: ನಮ್ಮ ವಾಟ್ಸಾಪ್ ಸಂ. <box>523 23 552 29</box>
